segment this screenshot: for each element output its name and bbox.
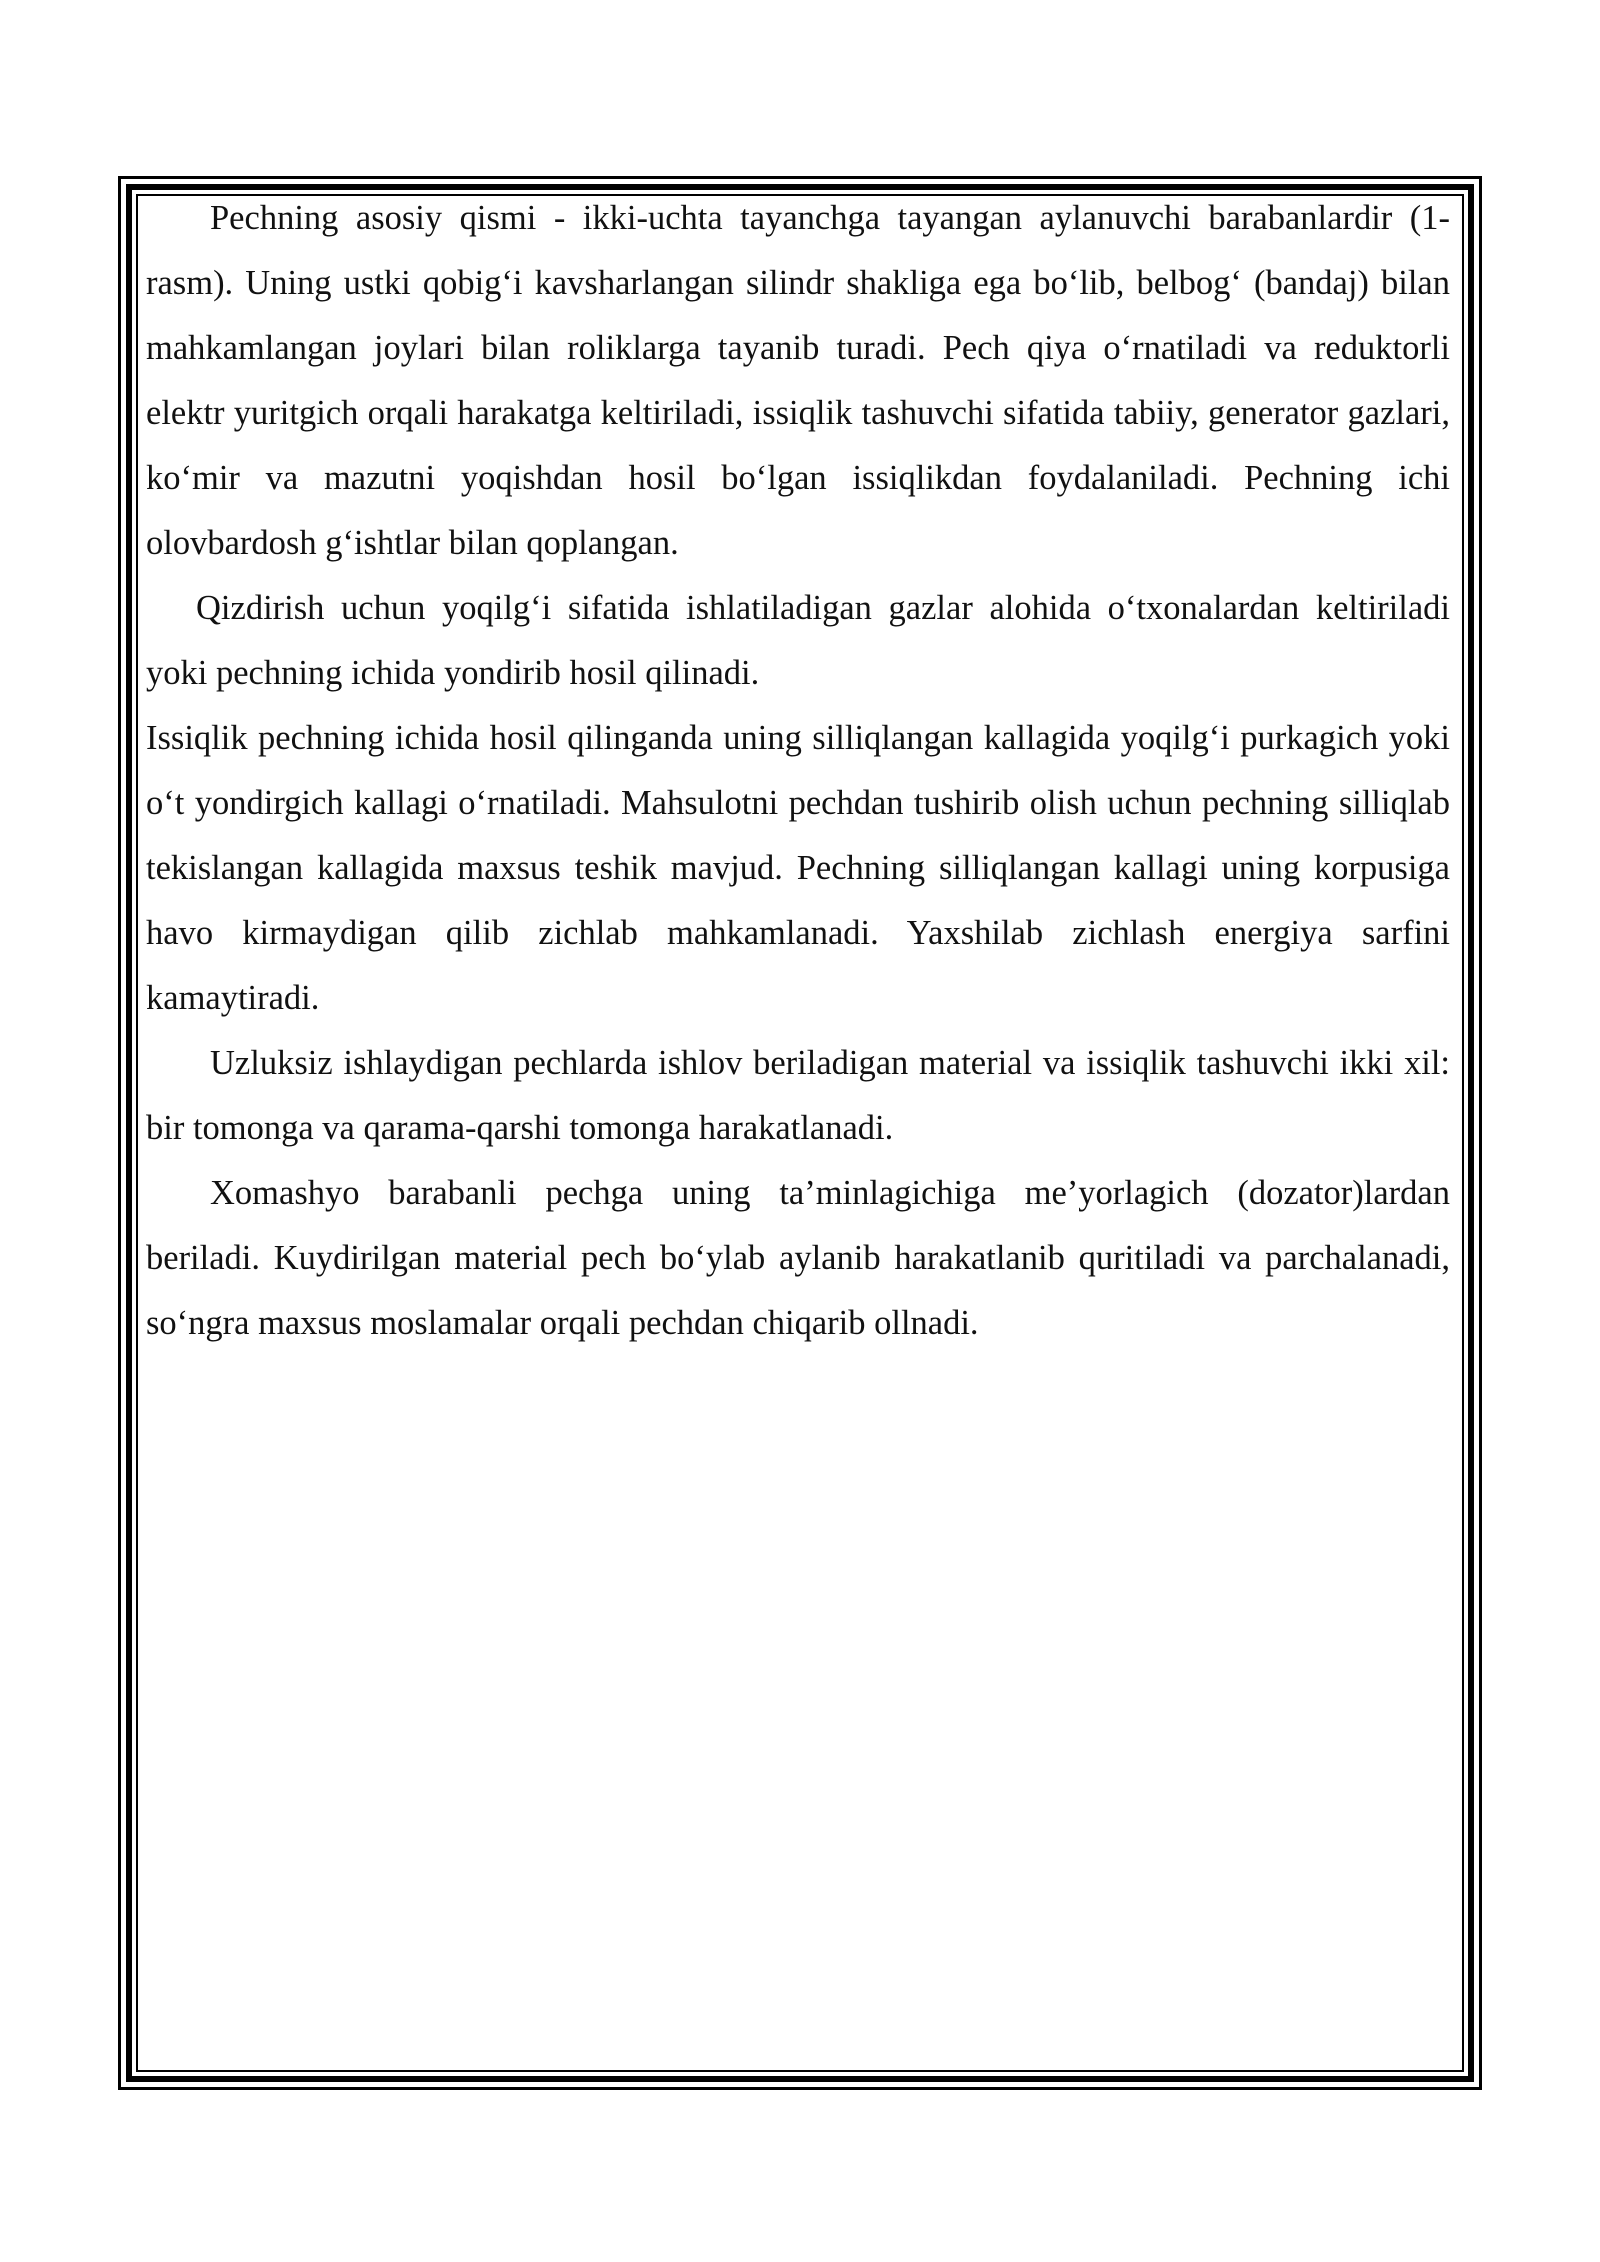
paragraph-4: Uzluksiz ishlaydigan pechlarda ishlov beriladigan material va issiqlik tashuvchi ikki xil: bir tomonga va qarama-qarshi tomonga harakatlanadi. [146, 1044, 1450, 1147]
paragraph-5: Xomashyo barabanli pechga uning ta’minlagichiga me’yorlagich (dozator)lardan beriladi. Kuydirilgan material pech bo‘ylab aylanib harakatlanib quritiladi va parchalanadi, so‘ngra maxsus moslamalar orqali pechdan chiqarib ollnadi. [146, 1174, 1450, 1342]
paragraph-1: Pechning asosiy qismi - ikki-uchta tayanchga tayangan aylanuvchi barabanlardir (1-rasm). Uning ustki qobig‘i kavsharlangan silindr shakliga ega bo‘lib, belbog‘ (bandaj) bilan mahkamlangan joylari bilan roliklarga tayanib turadi. Pech qiya o‘rnatiladi va reduktorli elektr yuritgich orqali harakatga keltiriladi, issiqlik tashuvchi sifatida tabiiy, generator gazlari, ko‘mir va mazutni yoqishdan hosil bo‘lgan issiqlikdan foydalaniladi. Pechning ichi olovbardosh g‘ishtlar bilan qoplangan. [146, 199, 1450, 562]
paragraph-3: Issiqlik pechning ichida hosil qilinganda uning silliqlangan kallagida yoqilg‘i purkagich yoki o‘t yondirgich kallagi o‘rnatiladi. Mahsulotni pechdan tushirib olish uchun pechning silliqlab tekislangan kallagida maxsus teshik mavjud. Pechning silliqlangan kallagi uning korpusiga havo kirmaydigan qilib zichlab mahkamlanadi. Yaxshilab zichlash energiya sarfini kamaytiradi. [146, 719, 1450, 1017]
paragraph-2: Qizdirish uchun yoqilg‘i sifatida ishlatiladigan gazlar alohida o‘txonalardan keltiriladi yoki pechning ichida yondirib hosil qilinadi. [146, 589, 1450, 692]
document-body [146, 186, 1450, 1356]
